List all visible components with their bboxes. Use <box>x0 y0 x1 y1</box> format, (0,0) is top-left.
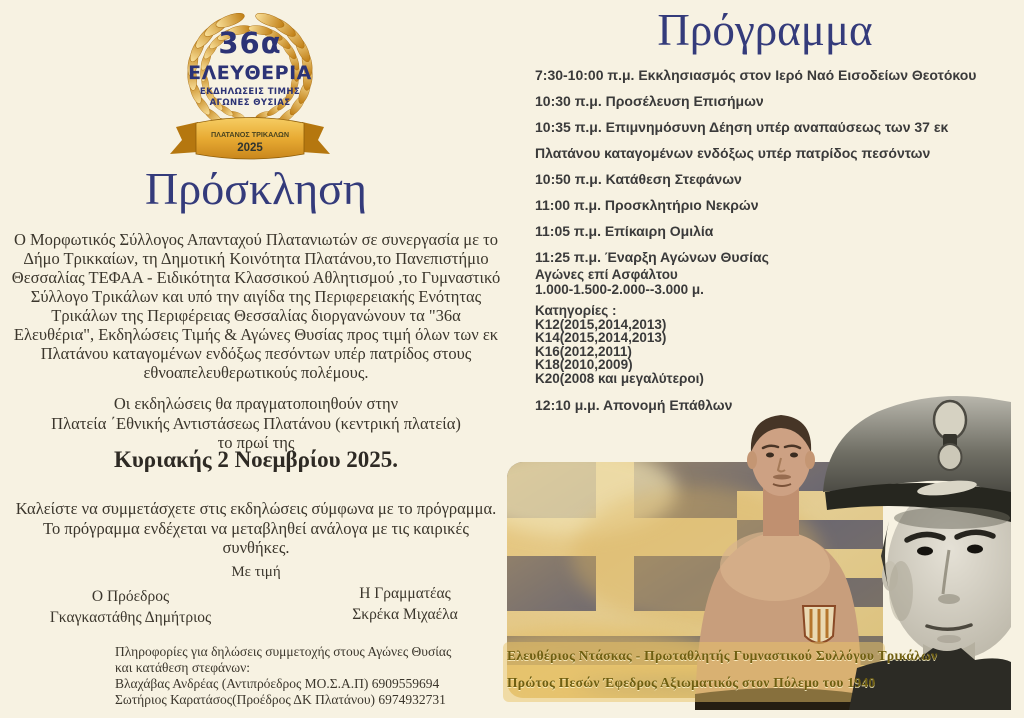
category-item: Κ16(2012,2011) <box>535 343 632 359</box>
program-item: 11:25 π.μ. Έναρξη Αγώνων Θυσίας <box>535 249 769 265</box>
categories-title: Κατηγορίες : <box>535 303 617 318</box>
program-title: Πρόγραμμα <box>657 5 873 55</box>
program-item: 11:05 π.μ. Επίκαιρη Ομιλία <box>535 223 714 239</box>
ribbon-banner <box>170 118 330 160</box>
contact-info: Πληροφορίες για δηλώσεις συμμετοχής στους Αγώνες Θυσίας και κατάθεση στεφάνων: Βλαχάβας Ανδρέας (Αντιπρόεδρος ΜΟ.Σ.Α.Π) 6909559694 Σωτήριος Καρατάσος(Προέδρος ΔΚ Πλατάνου) 6974932731 <box>115 644 452 707</box>
category-item: Κ12(2015,2014,2013) <box>535 316 667 332</box>
program-item: Πλατάνου καταγομένων ενδόξως υπέρ πατρίδος πεσόντων <box>535 145 931 161</box>
logo-edition: 36α <box>218 26 282 60</box>
program-schedule <box>535 62 1010 270</box>
invitation-body: Ο Μορφωτικός Σύλλογος Απανταχού Πλατανιωτών σε συνεργασία με το Δήμο Τρικκαίων, τη Δημοτική Κοινότητα Πλατάνου,το Πανεπιστήμιο Θεσσαλίας ΤΕΦΑΑ - Ειδικότητα Κλασσικού Αθλητισμού ,το Γυμναστικό Σύλλογο Τρικάλων και υπό την αιγίδα της Περιφερειακής Ενότητας Τρικάλων της Περιφέρειας Θεσσαλίας διοργανώνουν τα "36α Ελευθέρια", Εκδηλώσεις Τιμής & Αγώνες Θυσίας προς τιμή όλων των εκ Πλατάνου καταγομένων ενδόξως πεσόντων υπέρ πατρίδος στους εθνοαπελευθερωτικούς πολέμους. <box>11 230 501 382</box>
program-item: 10:35 π.μ. Επιμνημόσυνη Δέηση υπέρ αναπαύσεως των 37 εκ <box>535 119 949 135</box>
logo-title: ΕΛΕΥΘΕΡΙΑ <box>188 62 312 84</box>
races-title: Αγώνες επί Ασφάλτου <box>535 267 678 282</box>
president-name: Γκαγκαστάθης Δημήτριος <box>49 609 212 626</box>
ribbon-text-year: 2025 <box>237 142 263 154</box>
participation-note: Καλείστε να συμμετάσχετε στις εκδηλώσεις σύμφωνα με το πρόγραμμα. Το πρόγραμμα ενδέχεται να μεταβληθεί ανάλογα με τις καιρικές συνθήκες. <box>15 499 497 557</box>
president-role: Ο Πρόεδρος <box>91 588 170 605</box>
logo-subtitle-2: ΑΓΩΝΕΣ ΘΥΣΙΑΣ <box>209 98 291 108</box>
invitation-title: Πρόσκληση <box>145 163 367 214</box>
secretary-role: Η Γραμματέας <box>359 585 451 602</box>
category-item: Κ18(2010,2009) <box>535 357 633 372</box>
photo-caption-line1: Ελευθέριος Ντάσκας - Πρωταθλητής Γυμναστικού Συλλόγου Τρικάλων <box>507 648 938 663</box>
event-date: Κυριακής 2 Νοεμβρίου 2025. <box>113 447 399 472</box>
event-logo <box>168 10 332 170</box>
categories-list <box>535 304 1010 385</box>
closing-salutation: Με τιμή <box>231 564 281 580</box>
races-distances: 1.000-1.500-2.000--3.000 μ. <box>535 282 704 297</box>
category-item: Κ14(2015,2014,2013) <box>535 330 667 345</box>
signature-secretary <box>300 583 510 625</box>
memorial-photo <box>497 396 1011 710</box>
program-item: 11:00 π.μ. Προσκλητήριο Νεκρών <box>535 197 759 213</box>
program-item: 7:30-10:00 π.μ. Εκκλησιασμός στον Ιερό Ναό Εισοδείων Θεοτόκου <box>535 67 977 83</box>
ribbon-text-location: ΠΛΑΤΑΝΟΣ ΤΡΙΚΑΛΩΝ <box>210 130 290 139</box>
photo-caption-line2: Πρώτος Πεσών Έφεδρος Αξιωματικός στον Πόλεμο του 1940 <box>507 675 876 690</box>
program-item: 10:30 π.μ. Προσέλευση Επισήμων <box>535 93 764 109</box>
races-info <box>535 267 1010 297</box>
secretary-name: Σκρέκα Μιχαέλα <box>352 606 458 623</box>
logo-subtitle-1: ΕΚΔΗΛΩΣΕΙΣ ΤΙΜΗΣ <box>199 87 301 97</box>
category-item: Κ20(2008 και μεγαλύτεροι) <box>535 370 704 386</box>
venue-info: Οι εκδηλώσεις θα πραγματοποιηθούν στην Πλατεία ΄Εθνικής Αντιστάσεως Πλατάνου (κεντρική πλατεία) το πρωί της <box>51 394 461 452</box>
program-item: 10:50 π.μ. Κατάθεση Στεφάνων <box>535 171 742 187</box>
awards-item: 12:10 μ.μ. Απονομή Επάθλων <box>535 397 733 413</box>
signature-president <box>18 586 243 628</box>
